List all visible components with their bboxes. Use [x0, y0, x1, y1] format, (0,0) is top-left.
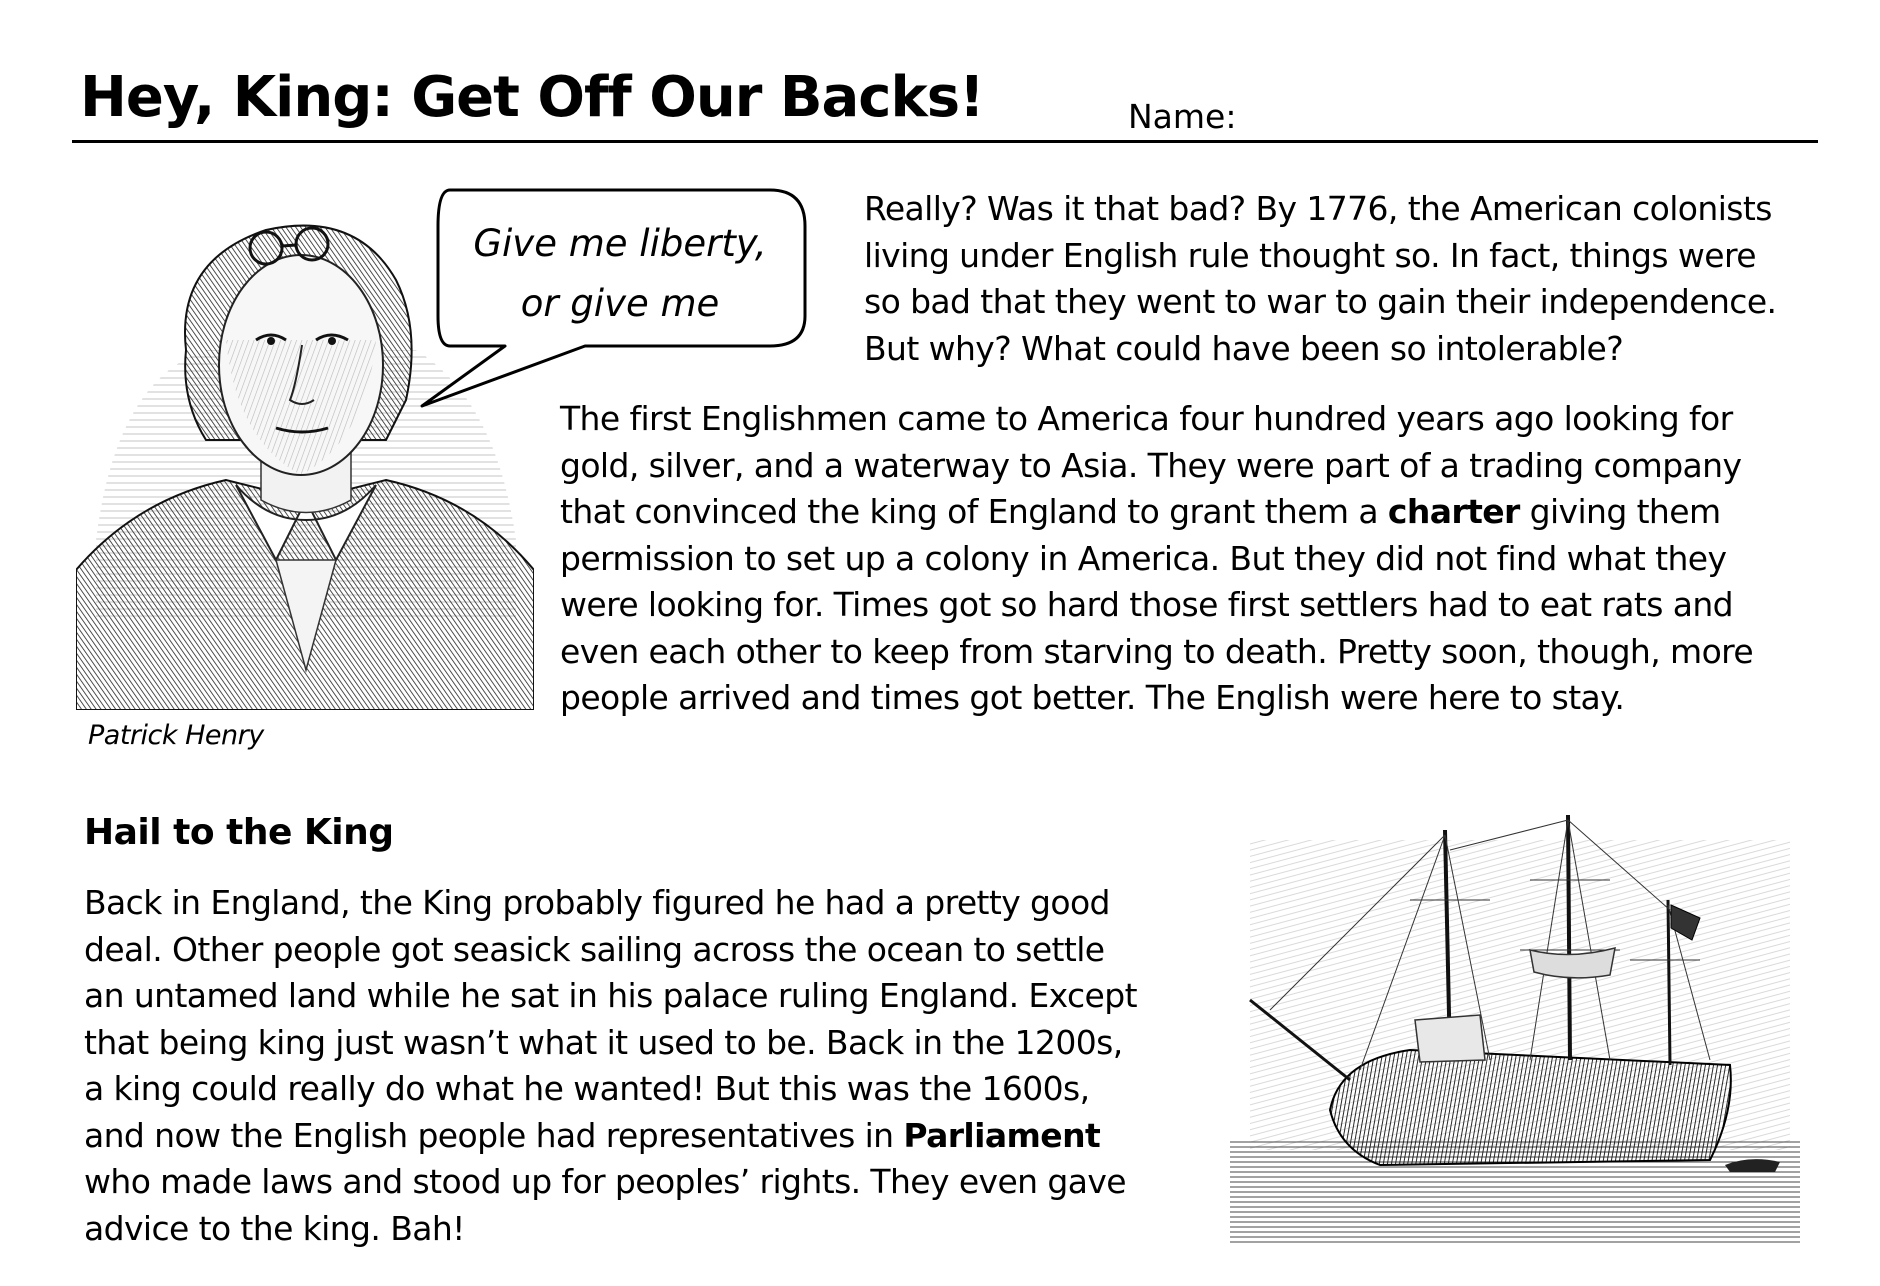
paragraph-line: that being king just wasn’t what it used to be. Back in the 1200s, — [84, 1022, 1123, 1062]
paragraph-line — [560, 489, 1820, 536]
king-paragraph — [84, 880, 1184, 1252]
intro-line: so bad that they went to war to gain their independence. — [864, 282, 1777, 321]
speech-bubble-text — [450, 214, 790, 334]
intro-paragraph — [864, 186, 1824, 372]
section-heading: Hail to the King — [84, 812, 394, 853]
term-parliament: Parliament — [903, 1115, 1101, 1155]
paragraph-line: who made laws and stood up for peoples’ rights. They even gave — [84, 1162, 1126, 1201]
paragraph-line: gold, silver, and a waterway to Asia. They were part of a trading company — [560, 445, 1742, 485]
page-title: Hey, King: Get Off Our Backs! — [80, 65, 984, 130]
paragraph-line: advice to the king. Bah! — [84, 1208, 465, 1248]
paragraph-line: an untamed land while he sat in his palace ruling England. Except — [84, 976, 1137, 1015]
bubble-line: Give me liberty, — [473, 222, 767, 265]
intro-line: But why? What could have been so intolerable? — [864, 328, 1624, 368]
colony-paragraph — [560, 396, 1820, 722]
paragraph-line: The first Englishmen came to America four hundred years ago looking for — [560, 399, 1733, 438]
portrait-caption: Patrick Henry — [88, 720, 264, 751]
paragraph-line: people arrived and times got better. The English were here to stay. — [560, 678, 1625, 717]
paragraph-text: giving them — [1519, 492, 1721, 531]
paragraph-line: even each other to keep from starving to death. Pretty soon, though, more — [560, 631, 1754, 671]
intro-line: living under English rule thought so. In fact, things were — [864, 235, 1756, 275]
paragraph-line: were looking for. Times got so hard those first settlers had to eat rats and — [560, 585, 1734, 624]
name-label: Name: — [1128, 97, 1237, 136]
paragraph-line: Back in England, the King probably figured he had a pretty good — [84, 883, 1110, 922]
paragraph-line: deal. Other people got seasick sailing across the ocean to settle — [84, 929, 1105, 969]
header-rule — [72, 140, 1818, 143]
ship-illustration — [1230, 810, 1800, 1250]
paragraph-line: a king could really do what he wanted! But this was the 1600s, — [84, 1069, 1090, 1108]
paragraph-text: that convinced the king of England to grant them a — [560, 492, 1388, 531]
bubble-line: or give me — [520, 282, 720, 325]
paragraph-line: permission to set up a colony in America. But they did not find what they — [560, 538, 1727, 578]
paragraph-text: and now the English people had representatives in — [84, 1115, 904, 1155]
paragraph-line — [84, 1113, 1184, 1160]
term-charter: charter — [1387, 492, 1520, 531]
intro-line: Really? Was it that bad? By 1776, the American colonists — [864, 189, 1772, 228]
